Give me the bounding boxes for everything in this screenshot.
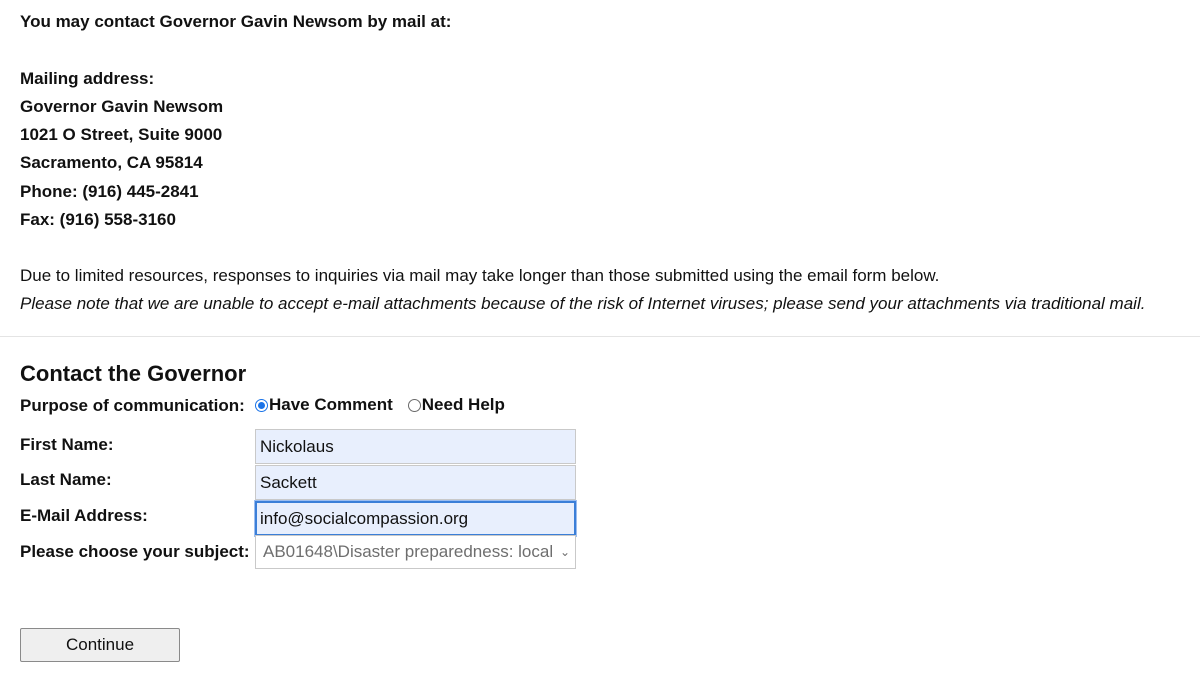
radio-have-comment[interactable] <box>255 395 393 415</box>
mailing-address-label: Mailing address: <box>20 69 155 88</box>
section-divider <box>0 336 1200 337</box>
radio-need-help-label[interactable]: Need Help <box>421 395 505 414</box>
last-name-label: Last Name: <box>20 470 112 489</box>
address-city: Sacramento, CA 95814 <box>20 153 203 172</box>
address-street: 1021 O Street, Suite 9000 <box>20 125 223 144</box>
subject-label: Please choose your subject: <box>20 542 250 561</box>
fax-number: Fax: (916) 558-3160 <box>20 210 176 229</box>
email-label: E-Mail Address: <box>20 506 148 525</box>
address-name: Governor Gavin Newsom <box>20 97 224 116</box>
first-name-input[interactable]: Nickolaus <box>255 429 576 464</box>
subject-select-value: AB01648\Disaster preparedness: local <box>263 542 554 561</box>
subject-select[interactable] <box>255 535 576 569</box>
first-name-label: First Name: <box>20 435 114 454</box>
radio-need-help-control[interactable] <box>408 399 421 412</box>
radio-have-comment-control[interactable] <box>255 399 268 412</box>
email-input[interactable]: info@socialcompassion.org <box>255 501 576 536</box>
attachments-notice: Please note that we are unable to accept e-mail attachments because of the risk of Internet viruses; please send your attachments via traditional mail. <box>20 294 1146 313</box>
radio-have-comment-label[interactable]: Have Comment <box>269 395 393 414</box>
purpose-radio-group <box>255 394 505 416</box>
radio-need-help[interactable] <box>408 395 505 415</box>
purpose-label: Purpose of communication: <box>20 396 245 415</box>
continue-button[interactable]: Continue <box>20 628 180 662</box>
phone-number: Phone: (916) 445-2841 <box>20 182 199 201</box>
last-name-input[interactable]: Sackett <box>255 465 576 500</box>
form-heading: Contact the Governor <box>20 361 247 386</box>
contact-intro: You may contact Governor Gavin Newsom by mail at: <box>20 12 452 31</box>
chevron-down-icon: ⌄ <box>559 545 570 559</box>
response-delay-notice: Due to limited resources, responses to inquiries via mail may take longer than those submitted using the email form below. <box>20 266 940 285</box>
